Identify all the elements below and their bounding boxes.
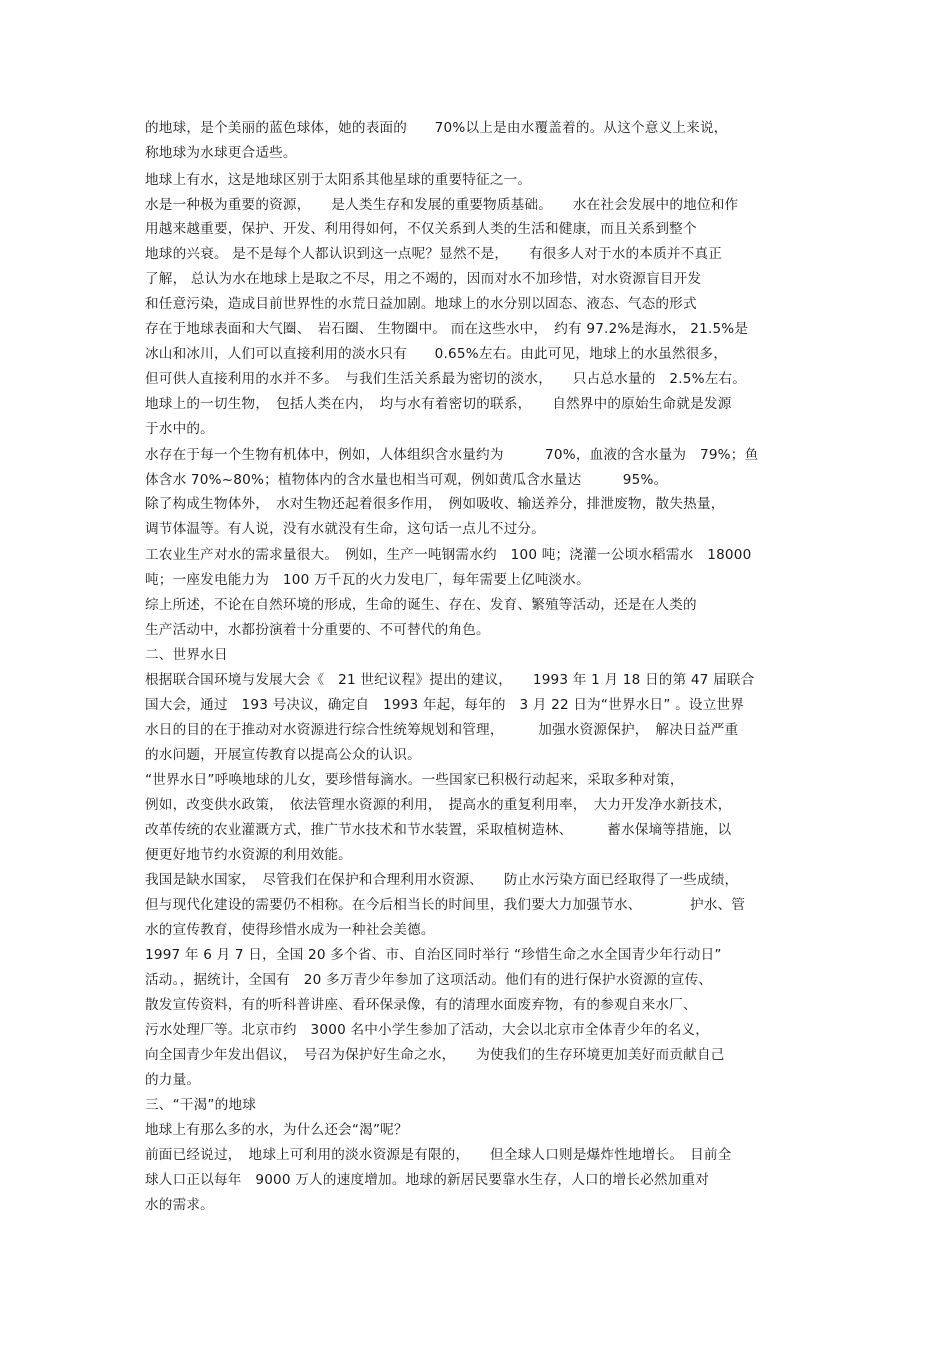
text-line: 水日的目的在于推动对水资源进行综合性统筹规划和管理， 加强水资源保护， 解决日益严重	[145, 722, 739, 738]
text-line: 地球上有那么多的水，为什么还会“渴”呢？	[145, 1122, 408, 1138]
text-line: 例如，改变供水政策， 依法管理水资源的利用， 提高水的重复利用率， 大力开发净水新技术，	[145, 797, 732, 813]
text-line: 改革传统的农业灌溉方式，推广节水技术和节水装置，采取植树造林、 蓄水保墒等措施，以	[145, 822, 732, 838]
text-line: 1997 年 6 月 7 日，全国 20 多个省、市、自治区同时举行 “珍惜生命之水全国青少年行动日”	[145, 947, 722, 963]
text-line: 国大会，通过 193 号决议，确定自 1993 年起，每年的 3 月 22 日为“世界水日” 。设立世界	[145, 697, 745, 713]
text-line: 水是一种极为重要的资源， 是人类生存和发展的重要物质基础。 水在社会发展中的地位和作	[145, 197, 739, 213]
text-line: 活动。，据统计，全国有 20 多万青少年参加了这项活动。他们有的进行保护水资源的宣传、	[145, 972, 713, 988]
section-heading: 二、世界水日	[145, 647, 228, 663]
text-line: 水的需求。	[145, 1197, 214, 1213]
text-line: 便更好地节约水资源的利用效能。	[145, 847, 352, 863]
text-line: 除了构成生物体外， 水对生物还起着很多作用， 例如吸收、输送养分，排泄废物，散失热量，	[145, 496, 725, 512]
text-line: 体含水 70%~80%；植物体内的含水量也相当可观，例如黄瓜含水量达 95%。	[145, 472, 668, 488]
text-line: 根据联合国环境与发展大会《 21 世纪议程》提出的建议， 1993 年 1 月 18 日的第 47 届联合	[145, 672, 755, 688]
text-line: 存在于地球表面和大气圈、 岩石圈、 生物圈中。 而在这些水中， 约有 97.2%是海水， 21.5%是	[145, 321, 749, 337]
text-line: 的力量。	[145, 1072, 201, 1088]
text-line: 生产活动中，水都扮演着十分重要的、不可替代的角色。	[145, 622, 490, 638]
text-line: 调节体温等。有人说，没有水就没有生命，这句话一点儿不过分。	[145, 521, 546, 537]
text-line: 但与现代化建设的需要仍不相称。在今后相当长的时间里，我们要大力加强节水、 护水、管	[145, 897, 746, 913]
text-line: 和任意污染，造成目前世界性的水荒日益加剧。地球上的水分别以固态、液态、气态的形式	[145, 296, 697, 312]
text-line: 但可供人直接利用的水并不多。 与我们生活关系最为密切的淡水， 只占总水量的 2.5%左右。	[145, 371, 747, 387]
text-line: 水存在于每一个生物有机体中，例如，人体组织含水量约为 70%，血液的含水量为 79%；鱼	[145, 447, 759, 463]
text-line: 了解， 总认为水在地球上是取之不尽，用之不竭的，因而对水不加珍惜，对水资源盲目开发	[145, 271, 702, 287]
text-line: 工农业生产对水的需求量很大。 例如，生产一吨钢需水约 100 吨；浇灌一公顷水稻需水 18000	[145, 547, 752, 563]
text-line: 水的宣传教育，使得珍惜水成为一种社会美德。	[145, 922, 435, 938]
text-line: 用越来越重要，保护、开发、利用得如何，不仅关系到人类的生活和健康，而且关系到整个	[145, 221, 697, 237]
section-heading: 三、“干渴”的地球	[145, 1097, 257, 1113]
text-line: 地球的兴衰。 是不是每个人都认识到这一点呢？显然不是， 有很多人对于水的本质并不真正	[145, 246, 723, 262]
text-line: 地球上有水，这是地球区别于太阳系其他星球的重要特征之一。	[145, 172, 532, 188]
text-line: 的地球，是个美丽的蓝色球体，她的表面的 70%以上是由水覆盖着的。从这个意义上来说，	[145, 120, 728, 136]
text-line: “世界水日”呼唤地球的儿女，要珍惜每滴水。一些国家已积极行动起来，采取多种对策，	[145, 772, 684, 788]
text-line: 吨；一座发电能力为 100 万千瓦的火力发电厂，每年需要上亿吨淡水。	[145, 572, 590, 588]
text-line: 于水中的。	[145, 421, 214, 437]
text-line: 冰山和冰川，人们可以直接利用的淡水只有 0.65%左右。由此可见，地球上的水虽然很多，	[145, 346, 728, 362]
text-line: 的水问题，开展宣传教育以提高公众的认识。	[145, 747, 421, 763]
text-line: 我国是缺水国家， 尽管我们在保护和合理利用水资源、 防止水污染方面已经取得了一些成绩，	[145, 872, 739, 888]
text-line: 散发宣传资料，有的听科普讲座、看环保录像，有的清理水面废弃物，有的参观自来水厂、	[145, 997, 697, 1013]
text-line: 球人口正以每年 9000 万人的速度增加。地球的新居民要靠水生存，人口的增长必然加重对	[145, 1172, 710, 1188]
text-line: 综上所述，不论在自然环境的形成，生命的诞生、存在、发育、繁殖等活动，还是在人类的	[145, 597, 697, 613]
text-line: 向全国青少年发出倡议， 号召为保护好生命之水， 为使我们的生存环境更加美好而贡献自己	[145, 1047, 725, 1063]
text-line: 称地球为水球更合适些。	[145, 145, 297, 161]
text-line: 地球上的一切生物， 包括人类在内， 均与水有着密切的联系， 自然界中的原始生命就是发源	[145, 396, 732, 412]
text-line: 污水处理厂等。北京市约 3000 名中小学生参加了活动，大会以北京市全体青少年的名义，	[145, 1022, 710, 1038]
text-line: 前面已经说过， 地球上可利用的淡水资源是有限的， 但全球人口则是爆炸性地增长。 目前全	[145, 1147, 732, 1163]
